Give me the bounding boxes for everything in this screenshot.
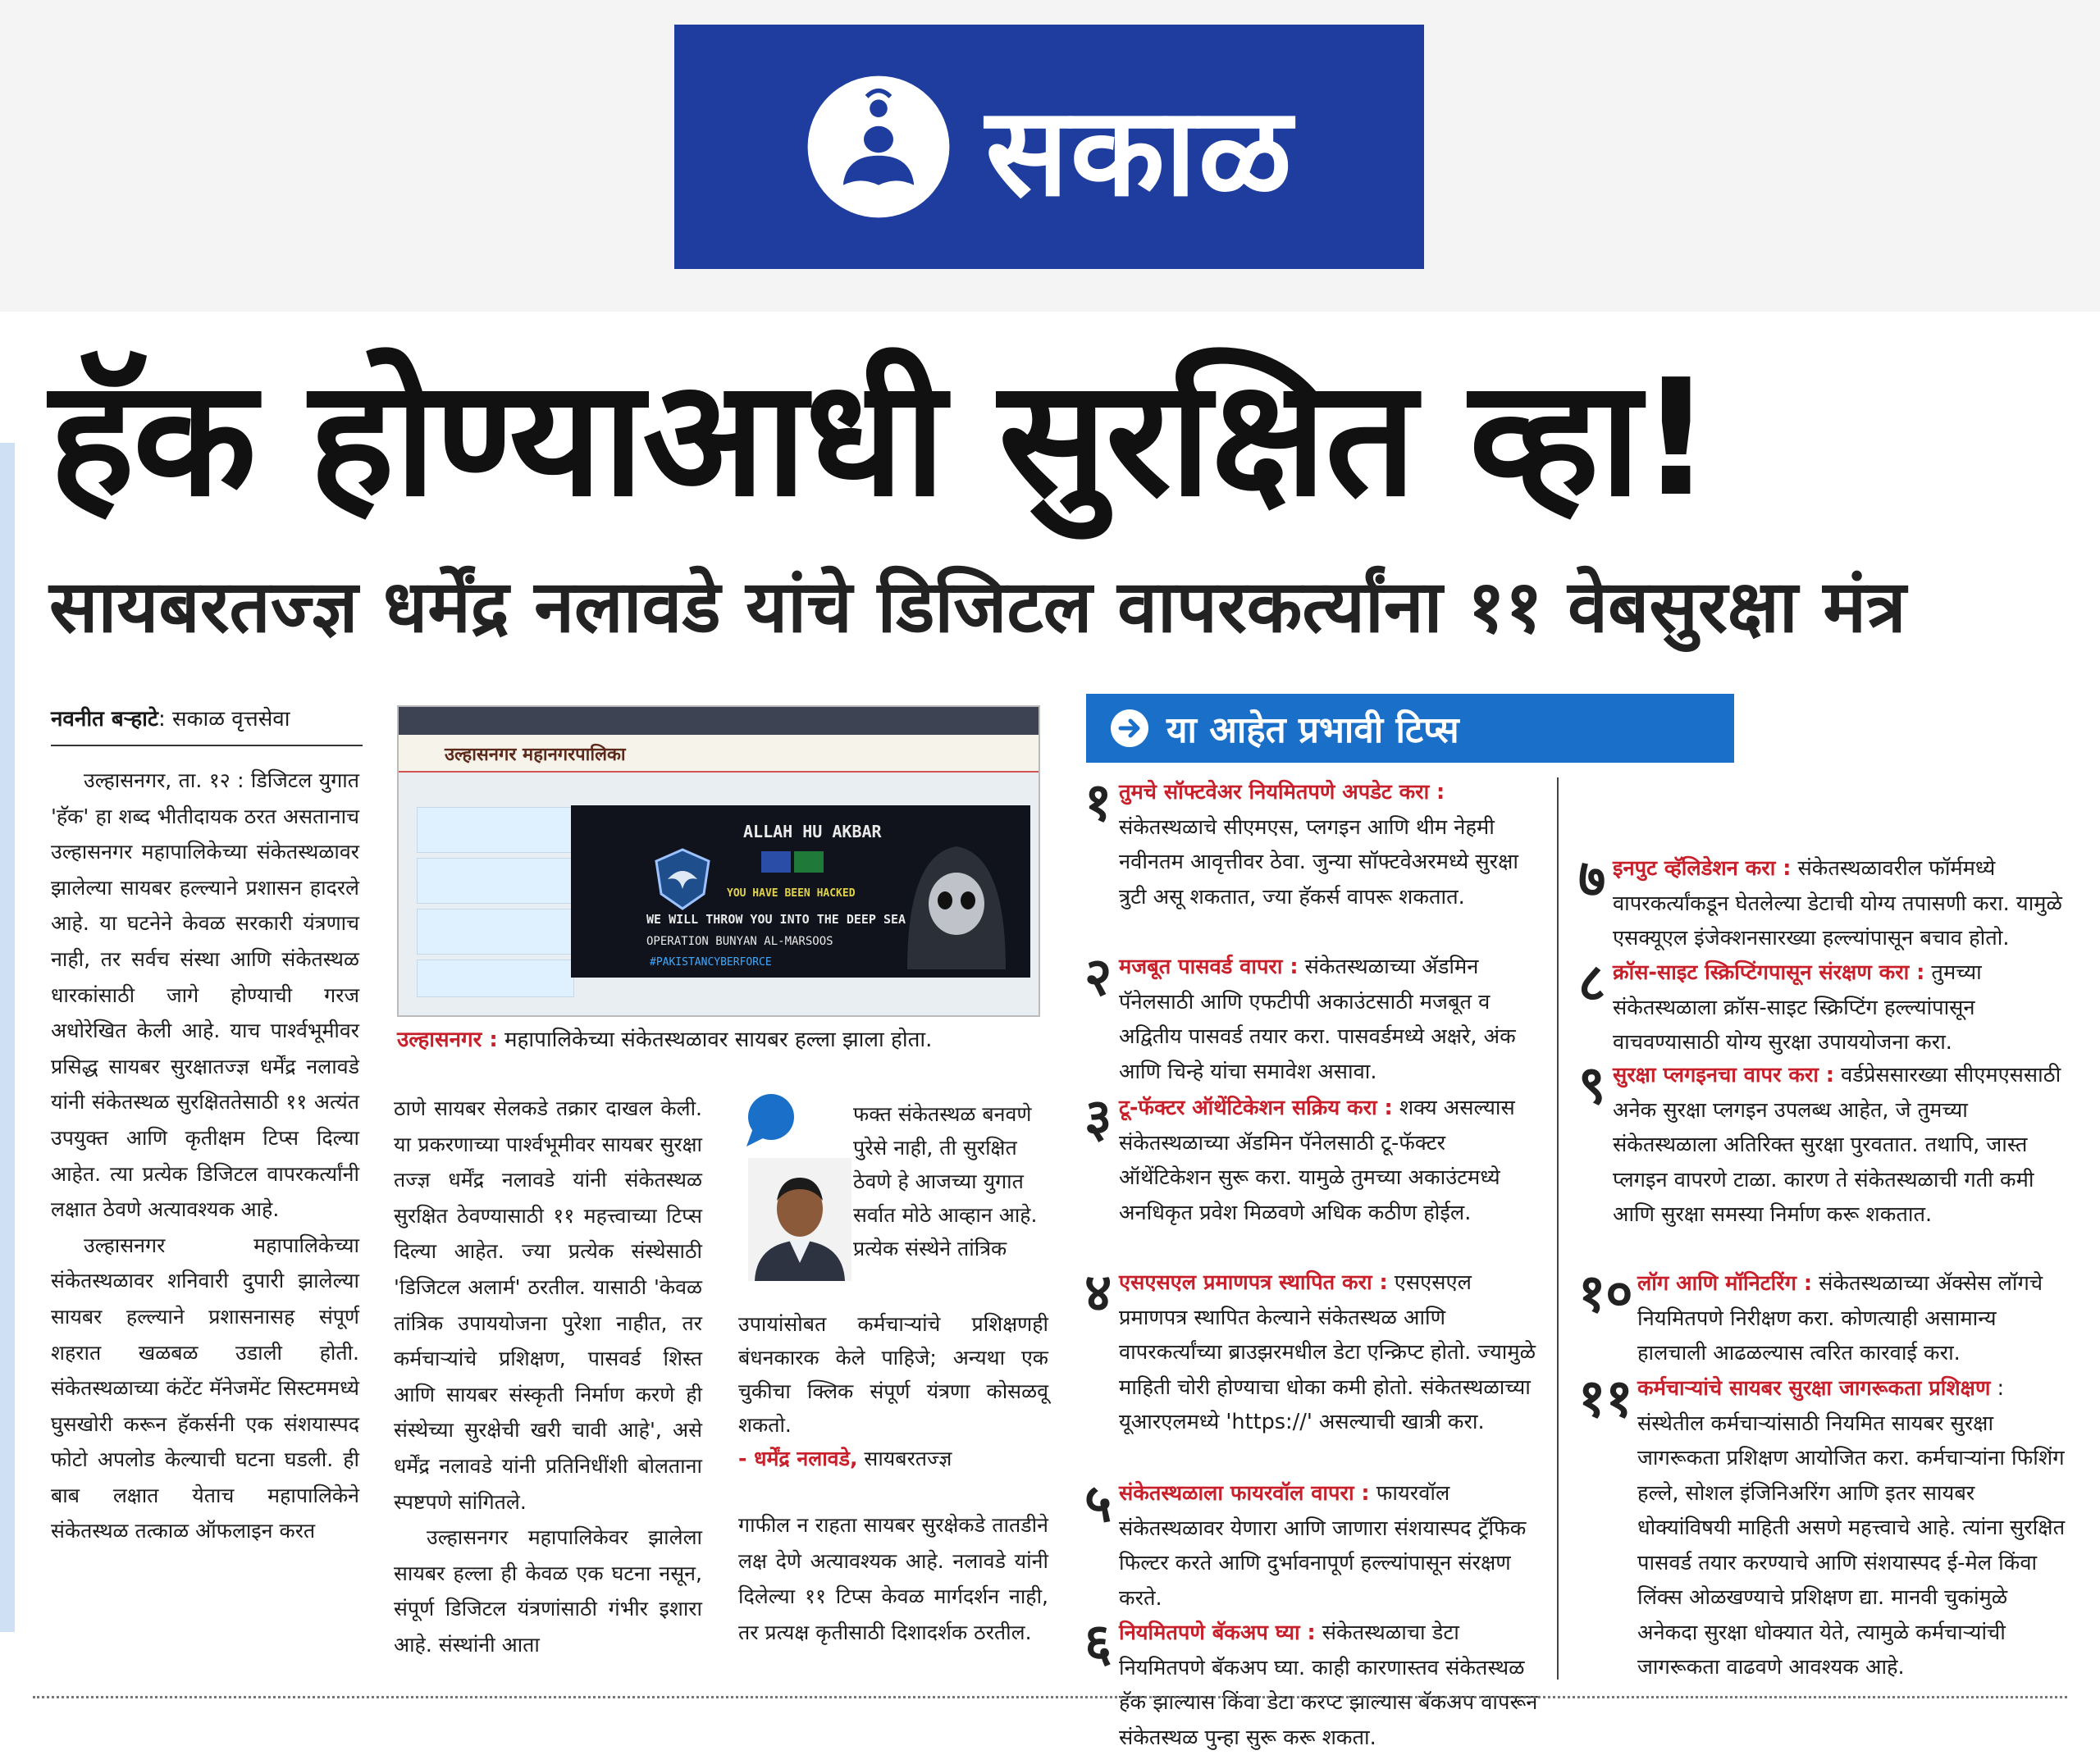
website-sidebar-item: [417, 858, 574, 904]
banner-line: WE WILL THROW YOU INTO THE DEEP SEA: [646, 912, 906, 927]
tip-item: [1578, 955, 2070, 1060]
tip-body: संकेतस्थळाच्या ॲडमिन पॅनेलसाठी आणि एफटीपी अकाउंटसाठी मजबूत व अद्वितीय पासवर्ड तयार करा. पासवर्डमध्ये अक्षरे, अंक आणि चिन्हे यांचा समावेश असावा.: [1119, 955, 1516, 1084]
banner-line: OPERATION BUNYAN AL-MARSOOS: [646, 935, 833, 948]
sakal-logo-icon: [805, 73, 952, 221]
tip-item: [1578, 1266, 2070, 1371]
tip-number: ७: [1578, 849, 1606, 909]
tip-title: लॉग आणि मॉनिटरिंग :: [1637, 1271, 1813, 1296]
tip-item: [1084, 1476, 1541, 1616]
tip-item: [1084, 1613, 1541, 1755]
arrow-right-icon: [1111, 709, 1148, 747]
article-column-1: [51, 763, 359, 1549]
tip-item: [1084, 947, 1541, 1089]
banner-line: #PAKISTANCYBERFORCE: [650, 956, 772, 969]
hacked-website-photo: [397, 705, 1040, 1017]
tip-body: फायरवॉल संकेतस्थळावर येणारा आणि जाणारा संशयास्पद ट्रॅफिक फिल्टर करते आणि दुर्भावनापूर्ण हल्ल्यांपासून संरक्षण करते.: [1119, 1481, 1527, 1611]
tip-body: : संस्थेतील कर्मचाऱ्यांसाठी नियमित सायबर सुरक्षा जागरूकता प्रशिक्षण आयोजित करा. कर्मचाऱ्यांना फिशिंग हल्ले, सोशल इंजिनिअरिंग आणि इतर सायबर धोक्यांविषयी माहिती असणे महत्त्वाचे आहे. त्यांना सुरक्षित पासवर्ड तयार करण्याचे आणि संशयास्पद ई-मेल किंवा लिंक्स ओळखण्याचे प्रशिक्षण द्या. मानवी चुकांमुळे अनेकदा सुरक्षा धोक्यात येते, त्यामुळे कर्मचाऱ्यांची जागरूकता वाढवणे आवश्यक आहे.: [1637, 1376, 2066, 1680]
tip-item: [1578, 1055, 2070, 1233]
tip-number: ५: [1084, 1474, 1112, 1534]
tip-title: टू-फॅक्टर ऑथेंटिकेशन सक्रिय करा :: [1119, 1096, 1393, 1120]
byline-author: नवनीत बऱ्हाटे: [51, 707, 158, 732]
tip-title: तुमचे सॉफ्टवेअर नियमितपणे अपडेट करा :: [1119, 780, 1445, 805]
tip-item: [1578, 1371, 2070, 1685]
tip-title: नियमितपणे बॅकअप घ्या :: [1119, 1621, 1316, 1645]
tip-body: वर्डप्रेससारख्या सीएमएससाठी अनेक सुरक्षा प्लगइन उपलब्ध आहेत, जे तुमच्या संकेतस्थळाला अतिरिक्त सुरक्षा पुरवतात. तथापि, जास्त प्लगइन वापरणे टाळा. कारण ते संकेतस्थळाची गती कमी आणि सुरक्षा समस्या निर्माण करू शकतात.: [1613, 1063, 2061, 1227]
speech-bubble-icon: [742, 1092, 799, 1150]
tip-number: ३: [1084, 1088, 1112, 1149]
website-sidebar-item: [417, 909, 574, 955]
tip-item: [1084, 1088, 1541, 1230]
hooded-skull-icon: [899, 838, 1014, 969]
bottom-dotted-rule: [33, 1696, 2067, 1698]
tip-item: [1084, 1265, 1541, 1440]
tip-title: क्रॉस-साइट स्क्रिप्टिंगपासून संरक्षण करा :: [1613, 960, 1925, 985]
tip-body: संकेतस्थळाचे सीएमएस, प्लगइन आणि थीम नेहमी नवीनतम आवृत्तीवर ठेवा. जुन्या सॉफ्टवेअरमध्ये सुरक्षा त्रुटी असू शकतात, ज्या हॅकर्स वापरू शकतात.: [1119, 814, 1518, 909]
tip-body: संकेतस्थळाच्या ॲक्सेस लॉगचे नियमितपणे निरीक्षण करा. कोणत्याही असामान्य हालचाली आढळल्यास त्वरित कारवाई करा.: [1637, 1271, 2043, 1365]
article-column-2: [394, 1091, 702, 1663]
website-header: [399, 735, 1039, 773]
article-paragraph: उल्हासनगर, ता. १२ : डिजिटल युगात 'हॅक' हा शब्द भीतीदायक ठरत असतानाच उल्हासनगर महापालिकेच्या संकेतस्थळावर झालेल्या सायबर हल्ल्याने प्रशासन हादरले आहे. या घटनेने केवळ सरकारी यंत्रणाच नाही, तर सर्वच संस्था आणि संकेतस्थळ धारकांसाठी जागे होण्याची गरज अधोरेखित केली आहे. याच पार्श्वभूमीवर प्रसिद्ध सायबर सुरक्षातज्ज्ञ धर्मेंद्र नलावडे यांनी संकेतस्थळ सुरक्षिततेसाठी ११ अत्यंत उपयुक्त आणि कृतीक्षम टिप्स दिल्या आहेत. त्या प्रत्येक डिजिटल वापरकर्त्यांनी लक्षात ठेवणे अत्यावश्यक आहे.: [51, 768, 359, 1222]
subheadline: सायबरतज्ज्ञ धर्मेंद्र नलावडे यांचे डिजिटल वापरकर्त्यांना ११ वेबसुरक्षा मंत्र: [49, 564, 1906, 649]
quote-body: [738, 1307, 1048, 1475]
tip-body: तुमच्या संकेतस्थळाला क्रॉस-साइट स्क्रिप्टिंग हल्ल्यांपासून वाचवण्यासाठी योग्य सुरक्षा उपाययोजना करा.: [1613, 960, 1982, 1055]
byline-agency: : सकाळ वृत्तसेवा: [158, 707, 290, 732]
masthead[interactable]: [674, 25, 1424, 269]
column-divider: [1557, 777, 1559, 1680]
website-sidebar-item: [417, 807, 574, 853]
flag-icon: [761, 851, 791, 873]
tip-number: १: [1084, 773, 1112, 833]
masthead-brand: सकाळ: [985, 81, 1294, 224]
article-paragraph: ठाणे सायबर सेलकडे तक्रार दाखल केली. या प्रकरणाच्या पार्श्वभूमीवर सायबर सुरक्षा तज्ज्ञ धर्मेंद्र नलावडे यांनी संकेतस्थळ सुरक्षित ठेवण्यासाठी ११ महत्त्वाच्या टिप्स दिल्या आहेत. ज्या प्रत्येक संस्थेसाठी 'डिजिटल अलार्म' ठरतील. यासाठी 'केवळ तांत्रिक उपाययोजना पुरेशा नाहीत, तर कर्मचाऱ्यांचे प्रशिक्षण, पासवर्ड शिस्त आणि सायबर संस्कृती निर्माण करणे ही संस्थेच्या सुरक्षेची खरी चावी आहे', असे धर्मेंद्र नलावडे यांनी प्रतिनिधींशी बोलताना स्पष्टपणे सांगितले.: [394, 1096, 702, 1514]
flag-icon: [794, 851, 824, 873]
quote-lead: फक्त संकेतस्थळ बनवणे पुरेसे नाही, ती सुरक्षित ठेवणे हे आजच्या युगात सर्वात मोठे आव्हान आहे. प्रत्येक संस्थेने तांत्रिक: [853, 1102, 1038, 1260]
website-sidebar-item: [417, 960, 574, 997]
banner-line: ALLAH HU AKBAR: [743, 822, 882, 841]
quote-author: - धर्मेंद्र नलावडे,: [738, 1447, 858, 1470]
tip-body: एसएसएल प्रमाणपत्र स्थापित केल्याने संकेतस्थळ आणि वापरकर्त्यांच्या ब्राउझरमधील डेटा एन्क्रिप्ट होतो. ज्यामुळे माहिती चोरी होण्याचा धोका कमी होतो. संकेतस्थळाच्या यूआरएलमध्ये 'https://' असल्याची खात्री करा.: [1119, 1270, 1536, 1434]
tip-body: संकेतस्थळाचा डेटा नियमितपणे बॅकअप घ्या. काही कारणास्तव संकेतस्थळ हॅक झाल्यास किंवा डेटा करप्ट झाल्यास बॅकअप वापरून संकेतस्थळ पुन्हा सुरू करू शकता.: [1119, 1621, 1538, 1750]
tip-title: एसएसएल प्रमाणपत्र स्थापित करा :: [1119, 1270, 1388, 1295]
tip-body: संकेतस्थळावरील फॉर्ममध्ये वापरकर्त्यांकडून घेतलेल्या डेटाची योग्य तपासणी करा. यामुळे एसक्यूएल इंजेक्शनसारख्या हल्ल्यांपासून बचाव होतो.: [1613, 856, 2062, 950]
tip-number: ९: [1578, 1055, 1606, 1116]
browser-toolbar: [399, 707, 1039, 735]
tip-body: शक्य असल्यास संकेतस्थळाच्या ॲडमिन पॅनेलसाठी टू-फॅक्टर ऑथेंटिकेशन सुरू करा. यामुळे तुमच्या अकाउंटमध्ये अनधिकृत प्रवेश मिळवणे अधिक कठीण होईल.: [1119, 1096, 1515, 1225]
expert-portrait-icon: [748, 1158, 851, 1281]
article-paragraph: गाफील न राहता सायबर सुरक्षेकडे तातडीने लक्ष देणे अत्यावश्यक आहे. नलावडे यांनी दिलेल्या ११ टिप्स केवळ मार्गदर्शन नाही, तर प्रत्यक्ष कृतीसाठी दिशादर्शक ठरतील.: [738, 1513, 1048, 1644]
tip-title: सुरक्षा प्लगइनचा वापर करा :: [1613, 1063, 1835, 1087]
tip-title: संकेतस्थळाला फायरवॉल वापरा :: [1119, 1481, 1370, 1506]
banner-line: YOU HAVE BEEN HACKED: [727, 887, 856, 900]
tips-heading-banner: [1086, 694, 1734, 763]
tip-number: ८: [1578, 953, 1606, 1014]
tip-item: [1578, 851, 2070, 956]
tip-title: कर्मचाऱ्यांचे सायबर सुरक्षा जागरूकता प्रशिक्षण: [1637, 1376, 1991, 1401]
caption-text: महापालिकेच्या संकेतस्थळावर सायबर हल्ला झाला होता.: [497, 1028, 933, 1052]
quote-author-role: सायबरतज्ज्ञ: [857, 1447, 952, 1470]
tip-number: ६: [1084, 1613, 1112, 1674]
caption-location: उल्हासनगर :: [397, 1028, 498, 1052]
page-edge-strip: [0, 443, 15, 1632]
article-column-3: [738, 1507, 1048, 1650]
quote-text: उपायांसोबत कर्मचाऱ्यांचे प्रशिक्षणही बंधनकारक केले पाहिजे; अन्यथा एक चुकीचा क्लिक संपूर्ण यंत्रणा कोसळवू शकतो.: [738, 1312, 1048, 1437]
headline: हॅक होण्याआधी सुरक्षित व्हा!: [49, 345, 1711, 532]
tip-number: ११: [1578, 1369, 1633, 1429]
tip-title: मजबूत पासवर्ड वापरा :: [1119, 955, 1299, 979]
website-title: उल्हासनगर महानगरपालिका: [445, 745, 626, 765]
eagle-emblem-icon: [650, 846, 715, 912]
tip-number: २: [1084, 947, 1112, 1008]
photo-caption: [397, 1025, 1053, 1055]
tip-item: [1084, 775, 1541, 914]
defacement-banner: [571, 805, 1030, 978]
byline: [51, 705, 363, 746]
tips-heading: या आहेत प्रभावी टिप्स: [1166, 709, 1459, 751]
article-paragraph: उल्हासनगर महापालिकेवर झालेला सायबर हल्ला ही केवळ एक घटना नसून, संपूर्ण डिजिटल यंत्रणांसाठी गंभीर इशारा आहे. संस्थांनी आता: [394, 1525, 702, 1657]
tip-number: १०: [1578, 1264, 1633, 1324]
tip-title: इनपुट व्हॅलिडेशन करा :: [1613, 856, 1792, 881]
tip-number: ४: [1084, 1263, 1112, 1324]
article-paragraph: उल्हासनगर महापालिकेच्या संकेतस्थळावर शनिवारी दुपारी झालेल्या सायबर हल्ल्याने प्रशासनासह संपूर्ण शहरात खळबळ उडाली होती. संकेतस्थळाच्या कंटेंट मॅनेजमेंट सिस्टममध्ये घुसखोरी करून हॅकर्सनी एक संशयास्पद फोटो अपलोड केल्याची घटना घडली. ही बाब लक्षात येताच महापालिकेने संकेतस्थळ तत्काळ ऑफलाइन करत: [51, 1233, 359, 1543]
